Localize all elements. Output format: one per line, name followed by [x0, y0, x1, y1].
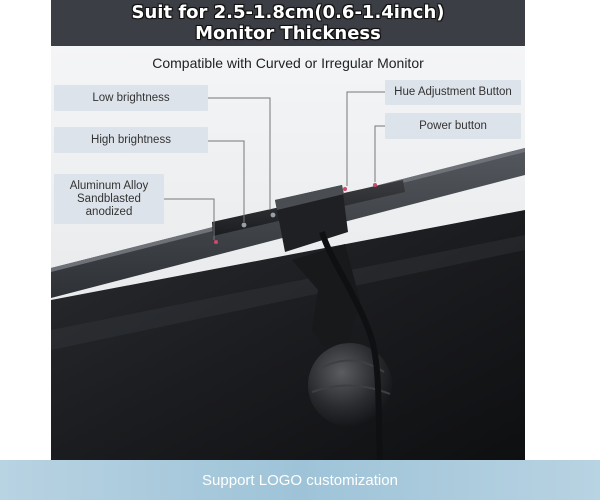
label-aluminum-alloy [54, 174, 164, 224]
power-dot [373, 183, 377, 187]
label-aluminum-line-1: Aluminum Alloy [69, 179, 149, 192]
label-low-brightness-text: Low brightness [92, 91, 170, 104]
label-hue-adjustment [385, 80, 521, 105]
anodized-marker-dot [214, 240, 218, 244]
label-low-brightness [54, 85, 208, 111]
hue-adjustment-dot [343, 187, 347, 191]
high-brightness-dot [271, 213, 276, 218]
label-high-brightness [54, 127, 208, 153]
label-aluminum-line-2: Sandblasted [77, 192, 141, 205]
subtitle: Compatible with Curved or Irregular Monitor [152, 55, 424, 71]
label-aluminum-text [70, 180, 149, 219]
label-hue-adjustment-text: Hue Adjustment Button [394, 86, 512, 98]
label-power-button-text: Power button [419, 119, 487, 132]
footer-text: Support LOGO customization [202, 472, 398, 489]
title-line-1: Suit for 2.5-1.8cm(0.6-1.4inch) [131, 2, 445, 23]
label-high-brightness-text: High brightness [91, 133, 171, 146]
label-aluminum-line-3: anodized [85, 205, 133, 218]
low-brightness-dot [242, 223, 247, 228]
title-line-2: Monitor Thickness [195, 23, 381, 44]
label-power-button [385, 113, 521, 139]
